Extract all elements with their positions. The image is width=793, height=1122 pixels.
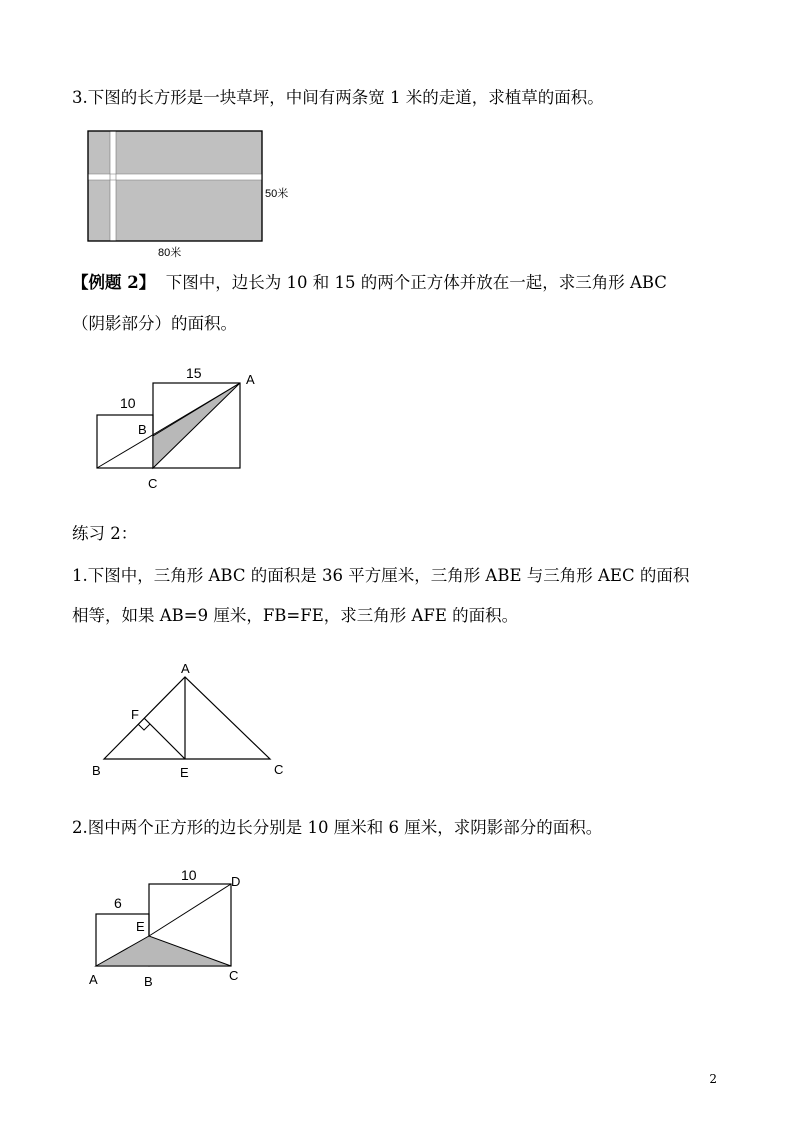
shaded-triangle-aec [96, 936, 231, 966]
point-b: B [144, 974, 153, 989]
vertical-path [110, 131, 116, 241]
triangle-abc [104, 677, 270, 759]
point-c: C [148, 476, 158, 491]
label-6: 6 [114, 895, 122, 911]
point-c: C [229, 968, 239, 983]
page-number: 2 [709, 1072, 717, 1086]
point-b: B [138, 422, 147, 437]
problem-3-text: 3.下图的长方形是一块草坪，中间有两条宽 1 米的走道，求植草的面积。 [72, 88, 604, 107]
point-d: D [231, 874, 241, 889]
point-f: F [131, 707, 139, 722]
practice-2-q1-figure [88, 656, 298, 781]
point-e: E [136, 919, 145, 934]
practice-2-q1-line2: 相等，如果 AB=9 厘米，FB=FE，求三角形 AFE 的面积。 [72, 606, 519, 625]
example-2-figure [90, 360, 270, 495]
point-c: C [274, 762, 284, 777]
point-e: E [180, 765, 189, 780]
right-angle-mark [138, 724, 150, 730]
label-10: 10 [120, 395, 136, 411]
point-a: A [181, 661, 190, 676]
practice-2-q2-figure [85, 863, 260, 993]
practice-2-q2-text: 2.图中两个正方形的边长分别是 10 厘米和 6 厘米，求阴影部分的面积。 [72, 818, 603, 837]
label-80m: 80米 [158, 247, 182, 259]
example-2-tag: 【例题 2】 [72, 273, 156, 292]
label-10: 10 [181, 867, 197, 883]
point-a: A [246, 372, 255, 387]
practice-2-q1-line1: 1.下图中，三角形 ABC 的面积是 36 平方厘米，三角形 ABE 与三角形 AEC 的面积 [72, 566, 690, 585]
point-b: B [92, 763, 101, 778]
lawn-figure [80, 125, 310, 260]
segment-ed [149, 884, 231, 936]
example-2-text: 下图中，边长为 10 和 15 的两个正方体并放在一起，求三角形 ABC [165, 273, 667, 292]
horizontal-path [88, 174, 262, 180]
shaded-triangle-abc [153, 383, 240, 468]
point-a: A [89, 972, 98, 987]
example-2-line1 [72, 273, 667, 293]
label-15: 15 [186, 365, 202, 381]
label-50m: 50米 [265, 188, 289, 200]
example-2-line2: （阴影部分）的面积。 [72, 314, 237, 333]
practice-2-title: 练习 2： [72, 524, 138, 543]
